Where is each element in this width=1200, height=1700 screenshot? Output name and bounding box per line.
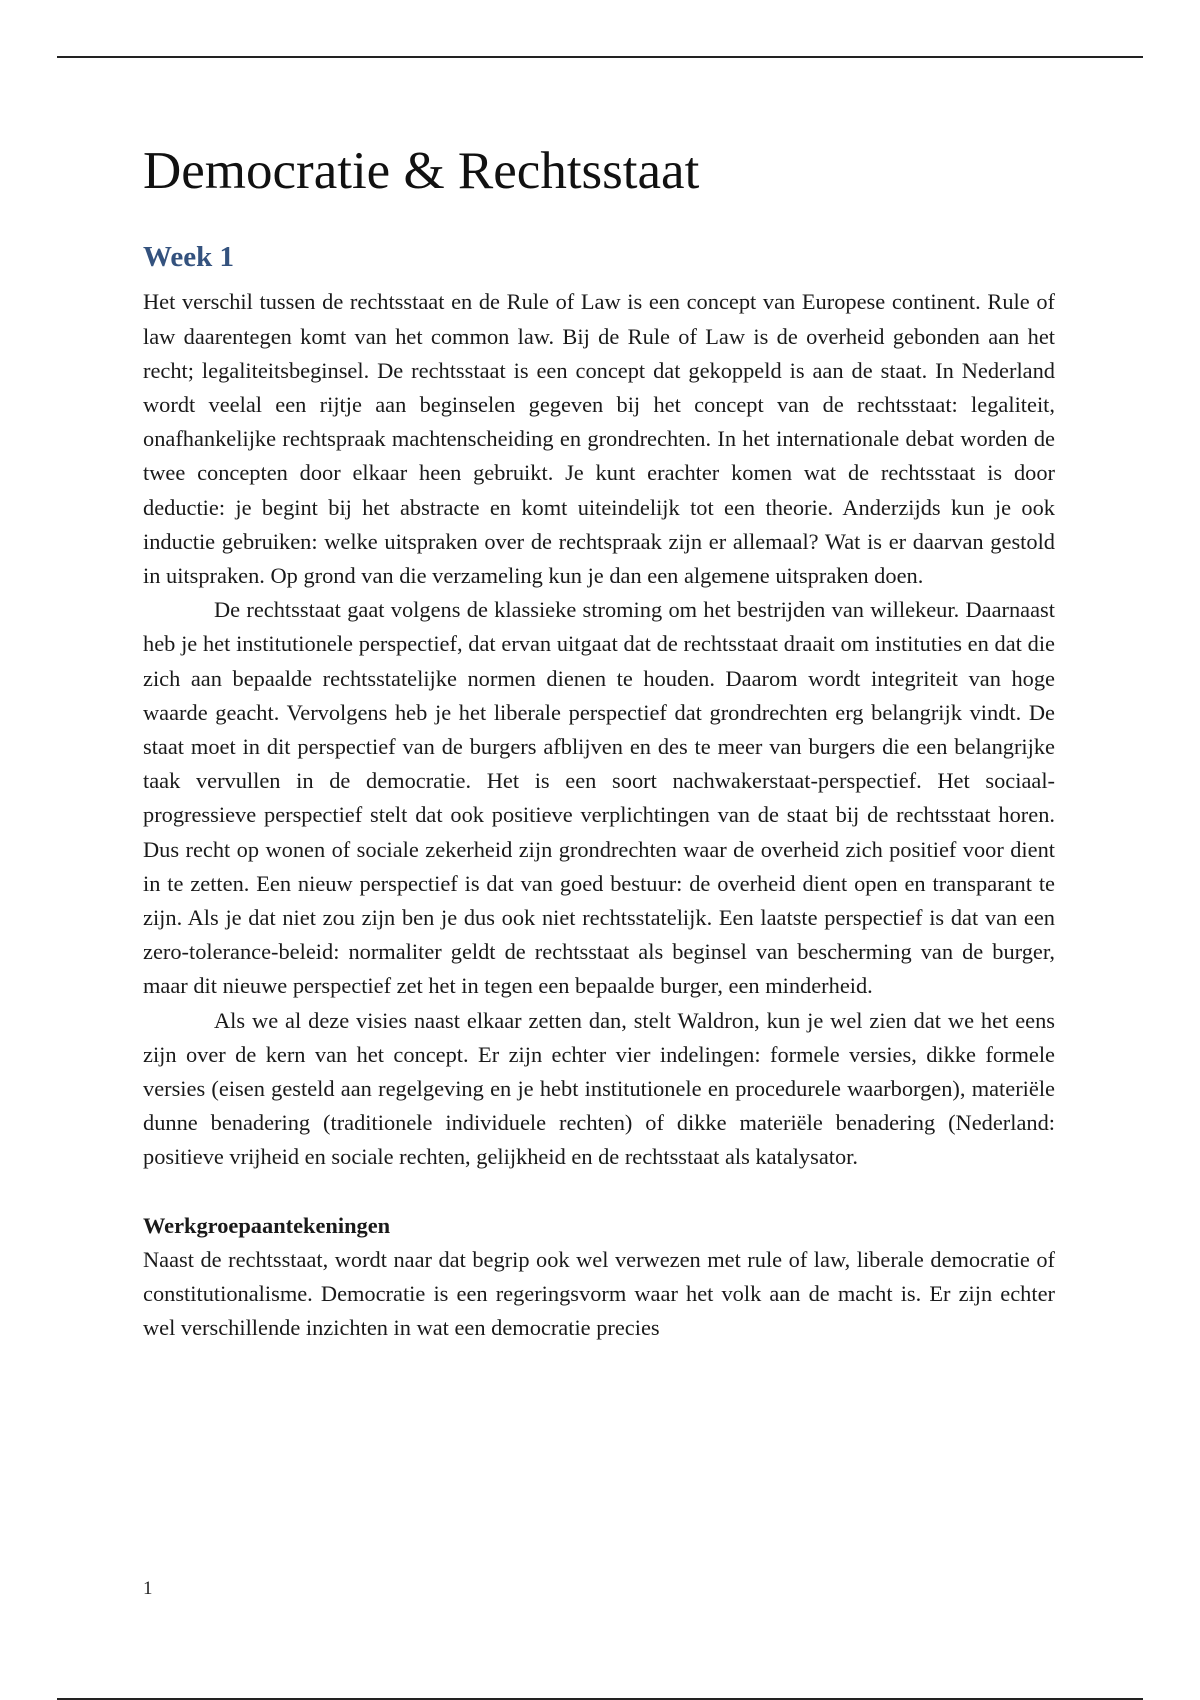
- body-paragraph-3: Als we al deze visies naast elkaar zetten dan, stelt Waldron, kun je wel zien dat we het eens zijn over de kern van het concept. Er zijn echter vier indelingen: formele versies, dikke formele versies (eisen gesteld aan regelgeving en je hebt institutionele en procedurele waarborgen), materiële dunne benadering (traditionele individuele rechten) of dikke materiële benadering (Nederland: positieve vrijheid en sociale rechten, gelijkheid en de rechtsstaat als katalysator.: [143, 1007, 1055, 1170]
- header-rule: [57, 56, 1143, 58]
- page-number: 1: [143, 1578, 153, 1599]
- document-title: Democratie & Rechtsstaat: [143, 142, 700, 200]
- subsection-heading: Werkgroepaantekeningen: [143, 1212, 391, 1238]
- subsection-paragraph: Naast de rechtsstaat, wordt naar dat begrip ook wel verwezen met rule of law, liberale democratie of constitutionalisme. Democratie is een regeringsvorm waar het volk aan de macht is. Er zijn echter wel verschillende inzichten in wat een democratie precies: [143, 1246, 1055, 1341]
- section-heading: Week 1: [143, 240, 235, 273]
- body-paragraph-2: De rechtsstaat gaat volgens de klassieke stroming om het bestrijden van willekeur. Daarnaast heb je het institutionele perspectief, dat ervan uitgaat dat de rechtsstaat draait om instituties en dat die zich aan bepaalde rechtsstatelijke normen dienen te houden. Daarom wordt integriteit van hoge waarde geacht. Vervolgens heb je het liberale perspectief dat grondrechten erg belangrijk vindt. De staat moet in dit perspectief van de burgers afblijven en des te meer van burgers die een belangrijke taak vervullen in de democratie. Het is een soort nachwakerstaat-perspectief. Het sociaal-progressieve perspectief stelt dat ook positieve verplichtingen van de staat bij de rechtsstaat horen. Dus recht op wonen of sociale zekerheid zijn grondrechten waar de overheid zich positief voor dient in te zetten. Een nieuw perspectief is dat van goed bestuur: de overheid dient open en transparant te zijn. Als je dat niet zou zijn ben je dus ook niet rechtsstatelijk. Een laatste perspectief is dat van een zero-tolerance-beleid: normaliter geldt de rechtsstaat als beginsel van bescherming van de burger, maar dit nieuwe perspectief zet het in tegen een bepaalde burger, een minderheid.: [143, 597, 1055, 999]
- page-content: [143, 140, 1055, 1345]
- body-paragraph-1: Het verschil tussen de rechtsstaat en de Rule of Law is een concept van Europese continent. Rule of law daarentegen komt van het common law. Bij de Rule of Law is de overheid gebonden aan het recht; legaliteitsbeginsel. De rechtsstaat is een concept dat gekoppeld is aan de staat. In Nederland wordt veelal een rijtje aan beginselen gegeven bij het concept van de rechtsstaat: legaliteit, onafhankelijke rechtspraak machtenscheiding en grondrechten. In het internationale debat worden de twee concepten door elkaar heen gebruikt. Je kunt erachter komen wat de rechtsstaat is door deductie: je begint bij het abstracte en komt uiteindelijk tot een theorie. Anderzijds kun je ook inductie gebruiken: welke uitspraken over de rechtspraak zijn er allemaal? Wat is er daarvan gestold in uitspraken. Op grond van die verzameling kun je dan een algemene uitspraken doen.: [143, 289, 1055, 589]
